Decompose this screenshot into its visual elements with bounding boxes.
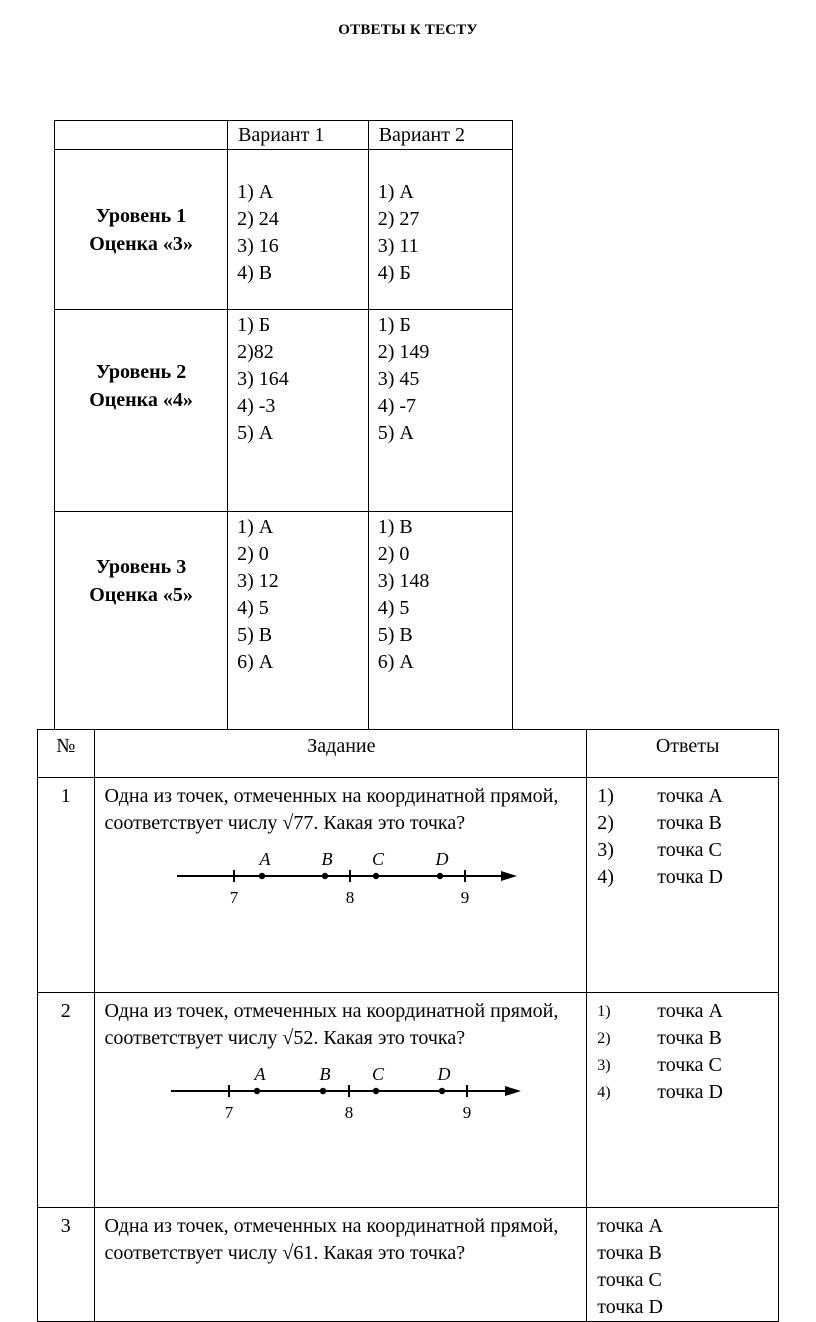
tick-label: 7 — [224, 1103, 233, 1122]
point-label: A — [259, 851, 271, 869]
answer-item: 5) А — [377, 422, 414, 444]
answer-item: 4) В — [237, 262, 273, 284]
option-item: точка D — [597, 1296, 663, 1318]
option-item — [597, 864, 778, 891]
point-label: D — [435, 851, 449, 869]
task-cell — [94, 1208, 587, 1322]
header-variant-1: Вариант 1 — [228, 121, 369, 150]
point-b — [319, 1088, 325, 1094]
option-number: 2) — [597, 812, 614, 834]
answer-item: 1) А — [377, 181, 414, 203]
variant-1-answers — [228, 512, 369, 730]
option-number: 3) — [597, 1057, 611, 1074]
level-cell — [55, 150, 228, 310]
level-label: Уровень 1 — [95, 204, 187, 227]
option-label: точка A — [657, 1000, 723, 1022]
option-item — [597, 783, 778, 810]
grade-label: Оценка «4» — [89, 388, 193, 411]
point-a — [253, 1088, 259, 1094]
option-item — [597, 810, 778, 837]
number-line-arrow — [501, 871, 517, 881]
number-line-figure — [161, 1066, 521, 1124]
option-item — [597, 1052, 778, 1079]
tasks-table — [37, 729, 779, 1322]
task-number: 2 — [38, 993, 95, 1208]
grade-label: Оценка «5» — [89, 583, 193, 606]
answer-item: 1) А — [237, 181, 274, 203]
task-row-1 — [38, 778, 779, 993]
level-row-3 — [55, 512, 513, 730]
point-d — [436, 873, 442, 879]
answers-table — [54, 120, 513, 730]
answer-item: 3) 12 — [237, 570, 279, 592]
point-d — [438, 1088, 444, 1094]
option-label: точка D — [657, 1081, 723, 1103]
answer-item: 3) 16 — [237, 235, 279, 257]
option-item: точка B — [597, 1242, 662, 1264]
options-cell — [587, 1208, 779, 1322]
option-label: точка B — [657, 812, 722, 834]
answer-item: 6) А — [237, 651, 274, 673]
point-b — [321, 873, 327, 879]
header-empty-cell — [55, 121, 228, 150]
answer-item: 3) 148 — [377, 570, 430, 592]
point-label: D — [437, 1066, 451, 1084]
option-label: точка B — [657, 1027, 722, 1049]
option-item: точка C — [597, 1269, 662, 1291]
answer-item: 1) А — [237, 516, 274, 538]
option-item — [597, 1025, 778, 1052]
tasks-table-header — [38, 730, 779, 778]
task-row-3 — [38, 1208, 779, 1322]
option-item — [597, 998, 778, 1025]
level-row-1 — [55, 150, 513, 310]
answer-item: 3) 45 — [377, 368, 420, 390]
variant-1-answers — [228, 310, 369, 512]
variant-2-answers — [368, 512, 512, 730]
option-label: точка D — [657, 866, 723, 888]
point-label: B — [321, 851, 333, 869]
answer-item: 2) 0 — [377, 543, 410, 565]
option-label: точка C — [657, 1054, 722, 1076]
answer-item: 4) 5 — [377, 597, 410, 619]
answer-item: 1) Б — [237, 314, 271, 336]
option-label: точка C — [657, 839, 722, 861]
answer-item: 2) 149 — [377, 341, 430, 363]
number-line-arrow — [505, 1086, 521, 1096]
level-label: Уровень 2 — [95, 360, 187, 383]
point-label: B — [319, 1066, 331, 1084]
options-list — [597, 783, 778, 891]
point-label: C — [371, 851, 384, 869]
page-title: ОТВЕТЫ К ТЕСТУ — [338, 22, 478, 38]
header-task: Задание — [94, 730, 587, 778]
point-label: C — [371, 1066, 384, 1084]
answer-item: 4) -7 — [377, 395, 417, 417]
tick-label: 7 — [229, 888, 238, 907]
grade-label: Оценка «3» — [89, 232, 193, 255]
answer-item: 4) -3 — [237, 395, 276, 417]
task-cell — [94, 993, 587, 1208]
task-text: Одна из точек, отмеченных на координатной прямой, соответствует числу √77. Какая это точка? — [104, 785, 559, 834]
variant-1-answers — [228, 150, 369, 310]
point-c — [372, 873, 378, 879]
option-number: 4) — [597, 866, 614, 888]
variant-2-answers — [368, 310, 512, 512]
answer-item: 1) В — [377, 516, 413, 538]
task-number: 1 — [38, 778, 95, 993]
level-cell — [55, 310, 228, 512]
point-label: A — [254, 1066, 266, 1084]
option-number: 2) — [597, 1030, 611, 1047]
option-item — [597, 837, 778, 864]
option-item — [597, 1079, 778, 1106]
answer-item: 5) В — [237, 624, 273, 646]
tick-label: 9 — [460, 888, 469, 907]
option-item: точка A — [597, 1215, 663, 1237]
variant-2-answers — [368, 150, 512, 310]
task-text: Одна из точек, отмеченных на координатной прямой, соответствует числу √52. Какая это точка? — [104, 1000, 559, 1049]
answer-item: 5) А — [237, 422, 274, 444]
level-label: Уровень 3 — [95, 555, 187, 578]
option-number: 3) — [597, 839, 614, 861]
answer-item: 2) 27 — [377, 208, 420, 230]
number-line-figure — [167, 851, 517, 909]
option-number: 1) — [597, 785, 614, 807]
options-cell — [587, 778, 779, 993]
answer-item: 4) 5 — [237, 597, 269, 619]
answer-item: 2) 0 — [237, 543, 269, 565]
level-cell — [55, 512, 228, 730]
level-row-2 — [55, 310, 513, 512]
options-list — [597, 998, 778, 1106]
task-number: 3 — [38, 1208, 95, 1322]
task-text: Одна из точек, отмеченных на координатной прямой, соответствует числу √61. Какая это точка? — [104, 1215, 559, 1264]
answer-item: 4) Б — [377, 262, 411, 284]
point-a — [258, 873, 264, 879]
header-answers: Ответы — [587, 730, 779, 778]
header-variant-2: Вариант 2 — [368, 121, 512, 150]
answer-item: 1) Б — [377, 314, 411, 336]
tick-label: 9 — [462, 1103, 471, 1122]
point-c — [372, 1088, 378, 1094]
option-number: 1) — [597, 1003, 611, 1020]
option-number: 4) — [597, 1084, 611, 1101]
tick-label: 8 — [344, 1103, 353, 1122]
answer-item: 5) В — [377, 624, 413, 646]
answer-item: 2) 24 — [237, 208, 279, 230]
answer-item: 6) А — [377, 651, 414, 673]
task-cell — [94, 778, 587, 993]
options-list — [597, 1213, 778, 1321]
tick-label: 8 — [345, 888, 354, 907]
option-label: точка A — [657, 785, 723, 807]
answer-item: 2)82 — [237, 341, 274, 363]
options-cell — [587, 993, 779, 1208]
answers-table-header — [55, 121, 513, 150]
answer-item: 3) 11 — [377, 235, 419, 257]
task-row-2 — [38, 993, 779, 1208]
header-number: № — [38, 730, 95, 778]
answer-item: 3) 164 — [237, 368, 289, 390]
